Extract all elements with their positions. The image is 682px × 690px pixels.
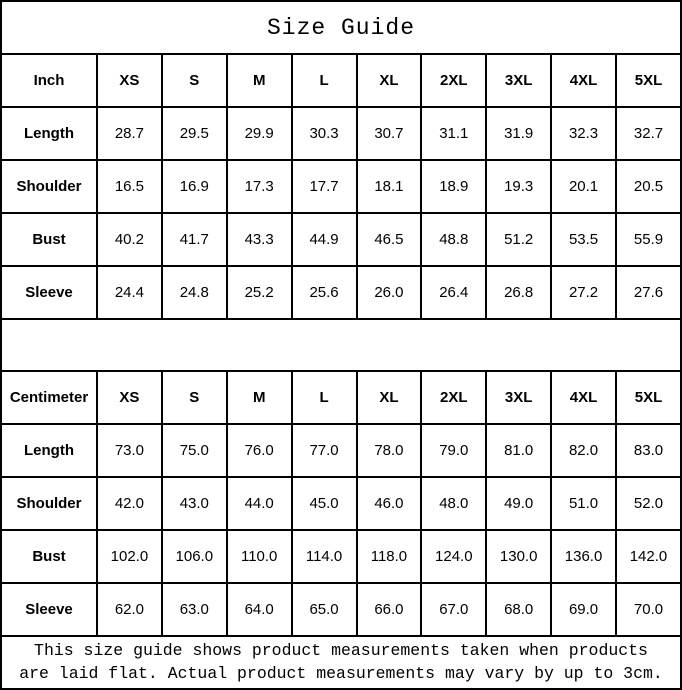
size-header: XL (357, 371, 422, 424)
measurement-value: 102.0 (97, 530, 162, 583)
measurement-value: 75.0 (162, 424, 227, 477)
measurement-value: 16.5 (97, 160, 162, 213)
measurement-value: 78.0 (357, 424, 422, 477)
measurement-value: 142.0 (616, 530, 681, 583)
table-row (1, 160, 681, 213)
measurement-value: 49.0 (486, 477, 551, 530)
table-row (1, 477, 681, 530)
measurement-value: 73.0 (97, 424, 162, 477)
measurement-label: Length (1, 424, 97, 477)
size-header: 3XL (486, 371, 551, 424)
footer-note-line2: are laid flat. Actual product measurements may vary by up to 3cm. (19, 663, 663, 683)
measurement-value: 124.0 (421, 530, 486, 583)
measurement-value: 65.0 (292, 583, 357, 636)
table-row (1, 213, 681, 266)
measurement-value: 24.8 (162, 266, 227, 319)
table-row (1, 530, 681, 583)
measurement-label: Bust (1, 213, 97, 266)
measurement-value: 64.0 (227, 583, 292, 636)
measurement-value: 31.1 (421, 107, 486, 160)
inch-section (1, 54, 681, 319)
measurement-value: 17.3 (227, 160, 292, 213)
measurement-value: 62.0 (97, 583, 162, 636)
size-header: M (227, 371, 292, 424)
measurement-value: 66.0 (357, 583, 422, 636)
table-row (1, 424, 681, 477)
measurement-value: 114.0 (292, 530, 357, 583)
measurement-value: 44.9 (292, 213, 357, 266)
size-header: XL (357, 54, 422, 107)
measurement-value: 18.9 (421, 160, 486, 213)
measurement-value: 63.0 (162, 583, 227, 636)
measurement-value: 46.5 (357, 213, 422, 266)
measurement-value: 30.3 (292, 107, 357, 160)
centimeter-section (1, 371, 681, 636)
size-header: M (227, 54, 292, 107)
measurement-value: 17.7 (292, 160, 357, 213)
measurement-value: 79.0 (421, 424, 486, 477)
measurement-value: 45.0 (292, 477, 357, 530)
measurement-value: 77.0 (292, 424, 357, 477)
size-header: 5XL (616, 54, 681, 107)
unit-label: Inch (1, 54, 97, 107)
measurement-value: 53.5 (551, 213, 616, 266)
measurement-value: 51.0 (551, 477, 616, 530)
measurement-value: 110.0 (227, 530, 292, 583)
size-header: L (292, 54, 357, 107)
measurement-value: 40.2 (97, 213, 162, 266)
measurement-value: 46.0 (357, 477, 422, 530)
measurement-value: 68.0 (486, 583, 551, 636)
measurement-value: 41.7 (162, 213, 227, 266)
measurement-label: Shoulder (1, 477, 97, 530)
spacer-row (1, 319, 681, 371)
measurement-value: 29.5 (162, 107, 227, 160)
measurement-value: 136.0 (551, 530, 616, 583)
measurement-value: 70.0 (616, 583, 681, 636)
table-row (1, 266, 681, 319)
footer-row (1, 636, 681, 689)
measurement-value: 27.6 (616, 266, 681, 319)
size-header: S (162, 371, 227, 424)
page-title: Size Guide (1, 1, 681, 54)
measurement-value: 44.0 (227, 477, 292, 530)
size-header-row (1, 371, 681, 424)
measurement-value: 26.0 (357, 266, 422, 319)
measurement-value: 25.2 (227, 266, 292, 319)
measurement-value: 32.7 (616, 107, 681, 160)
measurement-value: 43.0 (162, 477, 227, 530)
unit-label: Centimeter (1, 371, 97, 424)
measurement-value: 28.7 (97, 107, 162, 160)
measurement-value: 48.0 (421, 477, 486, 530)
size-header: XS (97, 54, 162, 107)
size-header: 3XL (486, 54, 551, 107)
size-header-row (1, 54, 681, 107)
size-header: 5XL (616, 371, 681, 424)
measurement-value: 20.5 (616, 160, 681, 213)
measurement-value: 83.0 (616, 424, 681, 477)
table-row (1, 107, 681, 160)
measurement-value: 81.0 (486, 424, 551, 477)
measurement-value: 20.1 (551, 160, 616, 213)
measurement-value: 130.0 (486, 530, 551, 583)
title-row (1, 1, 681, 54)
size-header: L (292, 371, 357, 424)
measurement-value: 55.9 (616, 213, 681, 266)
table-row (1, 583, 681, 636)
measurement-value: 48.8 (421, 213, 486, 266)
measurement-value: 51.2 (486, 213, 551, 266)
measurement-label: Bust (1, 530, 97, 583)
measurement-value: 19.3 (486, 160, 551, 213)
measurement-value: 118.0 (357, 530, 422, 583)
measurement-value: 69.0 (551, 583, 616, 636)
measurement-value: 31.9 (486, 107, 551, 160)
measurement-value: 27.2 (551, 266, 616, 319)
footer-note (1, 636, 681, 689)
size-header: 4XL (551, 54, 616, 107)
size-header: 2XL (421, 371, 486, 424)
measurement-value: 26.4 (421, 266, 486, 319)
measurement-value: 29.9 (227, 107, 292, 160)
size-header: S (162, 54, 227, 107)
measurement-value: 67.0 (421, 583, 486, 636)
measurement-value: 30.7 (357, 107, 422, 160)
measurement-value: 52.0 (616, 477, 681, 530)
measurement-value: 25.6 (292, 266, 357, 319)
measurement-value: 42.0 (97, 477, 162, 530)
measurement-label: Sleeve (1, 266, 97, 319)
size-header: 4XL (551, 371, 616, 424)
measurement-value: 106.0 (162, 530, 227, 583)
measurement-value: 82.0 (551, 424, 616, 477)
measurement-value: 43.3 (227, 213, 292, 266)
measurement-value: 18.1 (357, 160, 422, 213)
measurement-value: 16.9 (162, 160, 227, 213)
measurement-label: Shoulder (1, 160, 97, 213)
spacer-cell (1, 319, 681, 371)
measurement-value: 32.3 (551, 107, 616, 160)
size-header: XS (97, 371, 162, 424)
footer-note-line1: This size guide shows product measurements taken when products (34, 641, 648, 661)
measurement-value: 26.8 (486, 266, 551, 319)
measurement-value: 76.0 (227, 424, 292, 477)
measurement-value: 24.4 (97, 266, 162, 319)
measurement-label: Sleeve (1, 583, 97, 636)
measurement-label: Length (1, 107, 97, 160)
size-header: 2XL (421, 54, 486, 107)
